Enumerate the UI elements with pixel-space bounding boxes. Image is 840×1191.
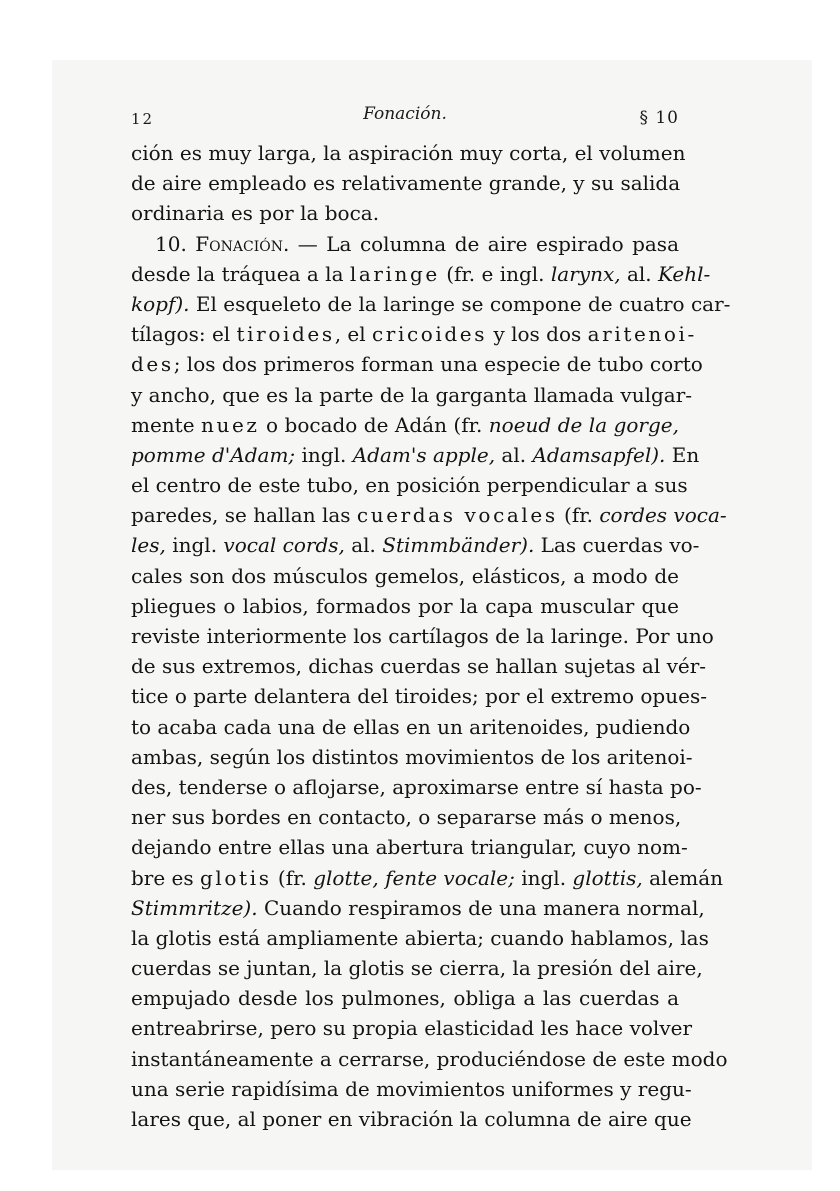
italic-term: Adam's apple,: [352, 442, 496, 467]
text-run: ner sus bordes en contacto, o separarse más o menos,: [131, 805, 682, 830]
text-run: to acaba cada una de ellas en un aritenoides, pudiendo: [131, 714, 691, 739]
spaced-term: cuerdas vocales: [356, 503, 558, 528]
text-run: Cuando respiramos de una manera normal,: [257, 895, 705, 920]
text-run: lares que, al poner en vibración la columna de aire que: [131, 1107, 692, 1131]
text-line: [131, 742, 693, 772]
spaced-term: nuez: [201, 412, 260, 437]
text-line: [131, 832, 688, 862]
body-text: [131, 138, 731, 1134]
text-run: entreabrirse, pero su propia elasticidad les hace volver: [131, 1016, 693, 1041]
text-run: pliegues o labios, formados por la capa muscular que: [131, 593, 679, 618]
text-run: , el: [334, 322, 372, 347]
text-run: ambas, según los distintos movimientos de los aritenoi-: [131, 744, 693, 769]
text-line: [131, 802, 682, 832]
text-run: y los dos: [487, 322, 588, 347]
text-line: [131, 530, 700, 560]
text-run: y ancho, que es la parte de la garganta llamada vulgar-: [131, 382, 693, 407]
text-run: empujado desde los pulmones, obliga a las cuerdas a: [131, 986, 679, 1011]
text-run: (fr.: [271, 865, 314, 890]
running-header: [131, 104, 679, 134]
text-line: [131, 198, 679, 228]
text-line: [131, 681, 707, 711]
italic-term: vocal cords,: [223, 533, 345, 558]
text-run: cuerdas se juntan, la glotis se cierra, la presión del aire,: [131, 956, 703, 981]
section-number: § 10: [639, 108, 679, 128]
text-run: alemán: [642, 865, 724, 890]
spaced-term: glotis: [200, 865, 272, 890]
spaced-term: aritenoi-: [587, 322, 697, 347]
spaced-term: laringe: [349, 261, 440, 286]
text-run: de sus extremos, dichas cuerdas se hallan sujetas al vér-: [131, 654, 707, 679]
text-run: ingl.: [295, 442, 353, 467]
text-run: Las cuerdas vo-: [534, 533, 700, 558]
text-line: [131, 1013, 693, 1043]
text-run: de aire empleado es relativamente grande, y su salida: [131, 171, 681, 196]
text-run: des, tenderse o aflojarse, aproximarse entre sí hasta po-: [131, 774, 702, 799]
text-run: bre es: [131, 865, 201, 890]
text-run: tice o parte delantera del tiroides; por el extremo opues-: [131, 684, 707, 709]
text-run: En: [665, 442, 700, 467]
text-line: [131, 651, 707, 681]
italic-term: kopf).: [131, 291, 190, 316]
text-line: [131, 591, 679, 621]
text-run: 10.: [155, 231, 196, 256]
text-run: ción es muy larga, la aspiración muy corta, el volumen: [131, 141, 686, 165]
text-line: [131, 440, 700, 470]
italic-term: noeud de la gorge,: [488, 412, 679, 437]
text-run: tílagos: el: [131, 322, 237, 347]
spaced-term: cricoides: [372, 322, 488, 347]
text-line: [131, 500, 727, 530]
text-line: [131, 1104, 692, 1134]
spaced-term: tiroides: [236, 322, 335, 347]
text-run: El esqueleto de la laringe se compone de cuatro car-: [189, 291, 731, 316]
text-run: la glotis está ampliamente abierta; cuando hablamos, las: [131, 925, 709, 950]
text-line: [131, 138, 686, 168]
text-run: al.: [495, 442, 533, 467]
text-run: mente: [131, 412, 202, 437]
running-title: Fonación.: [363, 104, 447, 124]
text-line: [131, 712, 691, 742]
text-line: [131, 863, 724, 893]
italic-term: Adamsapfel).: [532, 442, 666, 467]
text-line: [131, 1074, 692, 1104]
text-run: dejando entre ellas una abertura triangular, cuyo nom-: [131, 835, 688, 860]
text-run: . — La columna de aire espirado pasa: [282, 231, 679, 256]
text-line: [131, 349, 703, 379]
italic-term: glottis,: [572, 865, 643, 890]
text-line: [131, 380, 693, 410]
text-line: [131, 621, 714, 651]
text-run: ordinaria es por la boca.: [131, 201, 380, 226]
italic-term: Stimmritze).: [131, 895, 258, 920]
text-line: [131, 923, 709, 953]
italic-term: Stimmbänder).: [382, 533, 535, 558]
text-line: [131, 259, 711, 289]
text-run: el centro de este tubo, en posición perpendicular a sus: [131, 473, 688, 498]
spaced-term: des: [131, 352, 174, 377]
text-run: ingl.: [514, 865, 573, 890]
italic-term: Kehl-: [658, 261, 711, 286]
text-run: reviste interiormente los cartílagos de la laringe. Por uno: [131, 624, 714, 648]
text-run: cales son dos músculos gemelos, elásticos, a modo de: [131, 563, 679, 588]
italic-term: larynx,: [550, 261, 621, 286]
text-run: Fonación: [195, 231, 283, 256]
italic-term: glotte, fente vocale;: [313, 865, 515, 890]
text-line: [131, 229, 679, 259]
page-number: 12: [131, 110, 155, 128]
text-line: [131, 410, 679, 440]
text-run: una serie rapidísima de movimientos uniformes y regu-: [131, 1076, 692, 1101]
text-run: instantáneamente a cerrarse, produciéndose de este modo: [131, 1046, 728, 1071]
text-line: [131, 470, 688, 500]
text-run: (fr.: [557, 503, 600, 528]
text-line: [131, 893, 705, 923]
text-run: ingl.: [165, 533, 224, 558]
text-line: [131, 289, 731, 319]
text-line: [131, 561, 679, 591]
text-run: al.: [344, 533, 383, 558]
text-line: [131, 772, 702, 802]
text-run: al.: [620, 261, 658, 286]
text-run: desde la tráquea a la: [131, 261, 350, 286]
text-line: [131, 168, 679, 198]
italic-term: les,: [131, 533, 166, 558]
text-line: [131, 953, 703, 983]
italic-term: pomme d'Adam;: [131, 442, 296, 467]
text-line: [131, 983, 679, 1013]
italic-term: cordes voca-: [599, 503, 727, 528]
text-run: paredes, se hallan las: [131, 503, 357, 528]
text-run: (fr. e ingl.: [439, 261, 551, 286]
text-run: o bocado de Adán (fr.: [259, 412, 489, 437]
text-line: [131, 319, 697, 349]
text-run: ; los dos primeros forman una especie de tubo corto: [173, 352, 703, 377]
text-line: [131, 1044, 728, 1074]
